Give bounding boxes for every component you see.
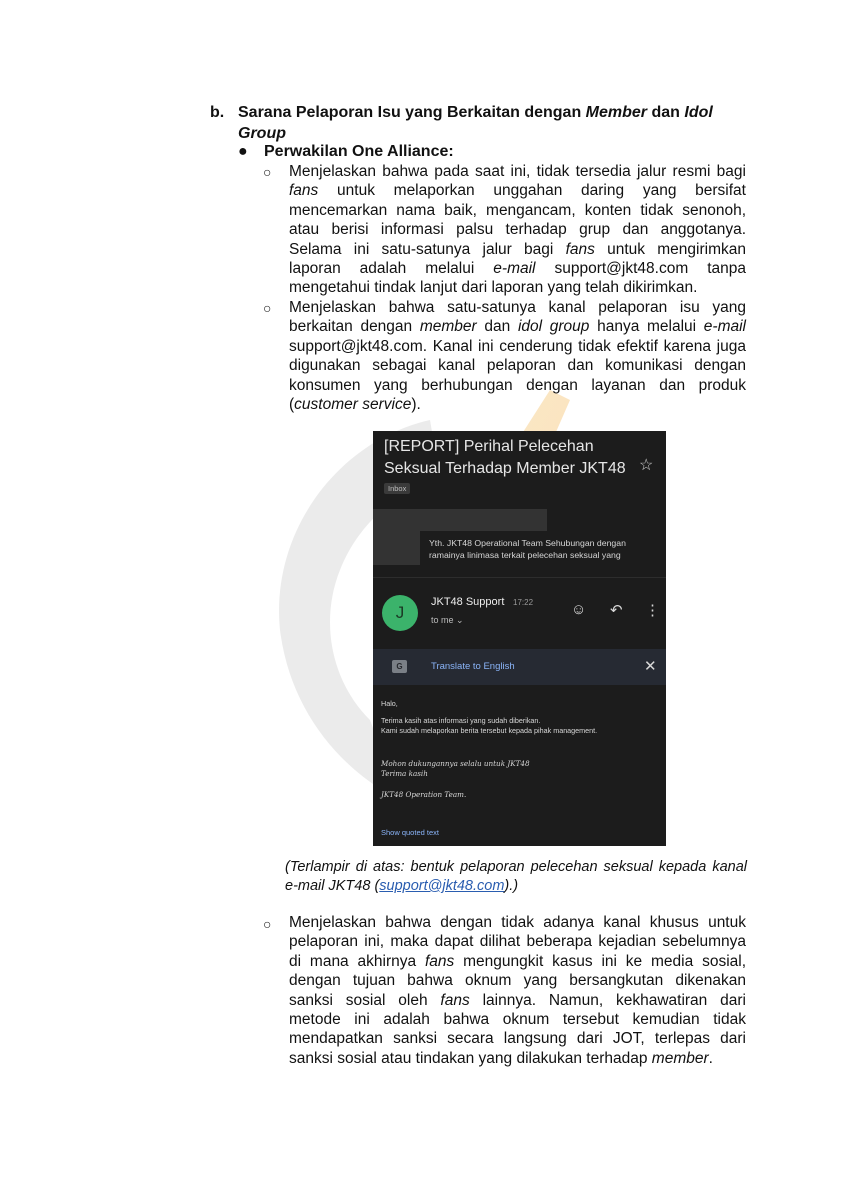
close-icon[interactable]: ✕ bbox=[644, 658, 657, 675]
section-marker: b. bbox=[210, 104, 225, 121]
email-screenshot bbox=[373, 431, 666, 846]
reply-icon[interactable]: ↶ bbox=[610, 602, 623, 619]
redacted-block bbox=[373, 531, 420, 565]
divider bbox=[373, 577, 666, 578]
sub-bullet-marker: ○ bbox=[263, 916, 272, 932]
translate-icon: G bbox=[392, 660, 407, 673]
avatar: J bbox=[382, 595, 418, 631]
redacted-block bbox=[373, 509, 547, 531]
chevron-down-icon: ⌄ bbox=[456, 615, 464, 625]
emoji-icon[interactable]: ☺ bbox=[571, 601, 587, 618]
more-icon[interactable]: ⋮ bbox=[645, 602, 660, 619]
star-icon[interactable]: ☆ bbox=[639, 457, 654, 474]
sub-bullet-marker: ○ bbox=[263, 300, 272, 316]
sender-name: JKT48 Support bbox=[431, 596, 505, 608]
bullet-marker: ● bbox=[238, 143, 248, 160]
sub-bullet-marker: ○ bbox=[263, 164, 272, 180]
show-quoted-link[interactable]: Show quoted text bbox=[381, 828, 439, 837]
email-body: Terima kasih atas informasi yang sudah diberikan. Kami sudah melaporkan berita tersebut kepada pihak management. bbox=[381, 716, 598, 735]
email-greeting: Halo, bbox=[381, 699, 398, 708]
translate-bar bbox=[373, 649, 666, 685]
email-closing: Mohon dukungannya selalu untuk JKT48 Terima kasih bbox=[381, 759, 530, 778]
email-time: 17:22 bbox=[513, 598, 534, 607]
email-signature: JKT48 Operation Team. bbox=[381, 790, 467, 799]
section-title: Sarana Pelaporan Isu yang Berkaitan dengan Member dan Idol Group bbox=[238, 104, 713, 142]
translate-link[interactable]: Translate to English bbox=[431, 661, 515, 672]
paragraph-1: Menjelaskan bahwa pada saat ini, tidak tersedia jalur resmi bagi fans untuk melaporkan unggahan daring yang bersifat mencemarkan nama baik, mengancam, konten tidak senonoh, atau berisi informasi palsu terhadap grup dan anggotanya. Selama ini satu-satunya jalur bagi fans untuk mengirimkan laporan adalah melalui e-mail support@jkt48.com tanpa mengetahui tindak lanjut dari laporan yang telah dikirimkan. bbox=[289, 163, 747, 297]
inbox-label[interactable]: Inbox bbox=[384, 483, 410, 494]
paragraph-2: Menjelaskan bahwa satu-satunya kanal pelaporan isu yang berkaitan dengan member dan idol group hanya melalui e-mail support@jkt48.com. Kanal ini cenderung tidak efektif karena juga digunakan sebagai kanal pelaporan dan komunikasi dengan konsumen yang berhubungan dengan layanan dan produk (customer service). bbox=[289, 299, 746, 414]
email-link[interactable]: support@jkt48.com bbox=[379, 878, 505, 894]
recipient-toggle[interactable]: to me ⌄ bbox=[431, 615, 464, 625]
email-subject: [REPORT] Perihal Pelecehan Seksual Terhadap Member JKT48 bbox=[384, 438, 626, 477]
figure-caption: (Terlampir di atas: bentuk pelaporan pelecehan seksual kepada kanal e-mail JKT48 (support@jkt48.com).) bbox=[285, 859, 747, 894]
email-preview: Yth. JKT48 Operational Team Sehubungan dengan ramainya linimasa terkait pelecehan seksual yang bbox=[429, 538, 626, 560]
bullet-label: Perwakilan One Alliance: bbox=[264, 143, 454, 160]
paragraph-3: Menjelaskan bahwa dengan tidak adanya kanal khusus untuk pelaporan ini, maka dapat dilihat beberapa kejadian sebelumnya di mana akhirnya fans mengungkit kasus ini ke media sosial, dengan tujuan bahwa oknum yang bersangkutan dikenakan sanksi sosial oleh fans lainnya. Namun, kekhawatiran dari metode ini adalah bahwa oknum tersebut kemudian tidak mendapatkan sanksi secara langsung dari JOT, terlepas dari sanksi sosial atau tindakan yang dilakukan terhadap member. bbox=[289, 914, 747, 1067]
